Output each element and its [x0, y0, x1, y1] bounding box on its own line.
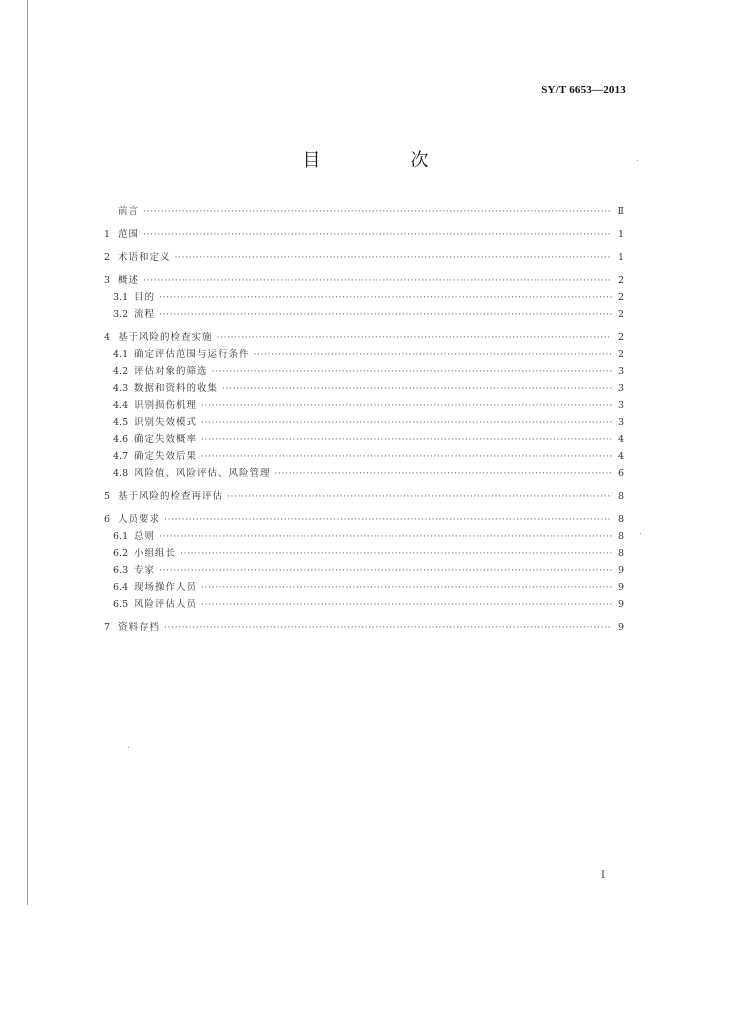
toc-entry-number: 4.4 — [113, 400, 129, 411]
toc-dot-leader — [143, 229, 612, 240]
toc-dot-leader — [159, 531, 612, 542]
toc-entry-page: 6 — [617, 468, 624, 479]
toc-entry[interactable] — [104, 346, 624, 363]
toc-dot-leader — [159, 565, 612, 576]
toc-entry-title: 概述 — [118, 275, 140, 286]
toc-entry-page: 3 — [617, 417, 624, 428]
toc-entry-number: 4.3 — [113, 383, 129, 394]
toc-entry-page: 9 — [617, 565, 624, 576]
toc-entry-page: 4 — [617, 434, 624, 445]
toc-dot-leader — [143, 275, 612, 286]
toc-entry-number: 3.2 — [113, 309, 129, 320]
scan-speck — [637, 160, 638, 161]
toc-entry[interactable] — [104, 431, 624, 448]
toc-entry-number: 4.5 — [113, 417, 129, 428]
toc-entry[interactable] — [104, 579, 624, 596]
toc-entry[interactable] — [104, 380, 624, 397]
toc-entry[interactable] — [104, 528, 624, 545]
toc-entry-page: 4 — [617, 451, 624, 462]
toc-entry-number: 6.5 — [113, 599, 129, 610]
toc-dot-leader — [201, 417, 612, 428]
toc-entry-title: 确定失效概率 — [134, 434, 198, 445]
toc-entry-number: 4.6 — [113, 434, 129, 445]
toc-entry-number: 7 — [104, 622, 111, 633]
toc-dot-leader — [217, 332, 612, 343]
toc-entry-number: 2 — [104, 252, 111, 263]
toc-entry-title: 流程 — [134, 309, 156, 320]
page-number: Ⅰ — [601, 870, 605, 881]
toc-entry-number: 5 — [104, 491, 111, 502]
toc-dot-leader — [212, 366, 612, 377]
toc-entry-page: 8 — [617, 491, 624, 502]
toc-entry-number: 3 — [104, 275, 111, 286]
toc-entry[interactable] — [104, 448, 624, 465]
standard-code: SY/T 6653—2013 — [541, 84, 626, 96]
toc-entry-title: 人员要求 — [118, 514, 161, 525]
toc-dot-leader — [201, 400, 612, 411]
toc-dot-leader — [201, 582, 612, 593]
toc-entry-page: 2 — [617, 292, 624, 303]
toc-entry[interactable] — [104, 306, 624, 323]
toc-entry-title: 术语和定义 — [118, 252, 171, 263]
toc-entry-title: 基于风险的检查实施 — [118, 332, 213, 343]
toc-entry-title: 基于风险的检查再评估 — [118, 491, 224, 502]
toc-dot-leader — [180, 548, 612, 559]
toc-entry-page: 8 — [617, 548, 624, 559]
toc-entry-page: 3 — [617, 366, 624, 377]
toc-dot-leader — [254, 349, 612, 360]
toc-entry[interactable] — [104, 329, 624, 346]
toc-entry-page: 2 — [617, 309, 624, 320]
toc-entry-title: 识别损伤机理 — [134, 400, 198, 411]
toc-entry-number: 4.7 — [113, 451, 129, 462]
toc-entry-page: 1 — [617, 252, 624, 263]
toc-entry-title: 范围 — [118, 229, 140, 240]
toc-entry[interactable] — [104, 562, 624, 579]
toc-dot-leader — [159, 309, 612, 320]
toc-dot-leader — [201, 599, 612, 610]
scan-speck — [128, 747, 129, 748]
toc-entry-title: 目的 — [134, 292, 156, 303]
toc-dot-leader — [201, 451, 612, 462]
toc-entry[interactable] — [104, 397, 624, 414]
toc-entry-title: 风险评估人员 — [134, 599, 198, 610]
toc-entry[interactable] — [104, 619, 624, 636]
toc-entry[interactable] — [104, 414, 624, 431]
toc-entry-page: 9 — [617, 582, 624, 593]
table-of-contents — [104, 203, 624, 636]
toc-entry-title: 风险值、风险评估、风险管理 — [134, 468, 271, 479]
toc-entry-page: 3 — [617, 383, 624, 394]
toc-dot-leader — [164, 622, 612, 633]
toc-entry[interactable] — [104, 203, 624, 220]
toc-entry[interactable] — [104, 596, 624, 613]
toc-dot-leader — [143, 206, 612, 217]
toc-entry-number: 4.8 — [113, 468, 129, 479]
toc-entry-title: 数据和资料的收集 — [134, 383, 219, 394]
toc-entry-page: 8 — [617, 531, 624, 542]
toc-entry[interactable] — [104, 249, 624, 266]
toc-entry-page: 2 — [617, 332, 624, 343]
toc-entry-title: 前言 — [118, 206, 140, 217]
toc-dot-leader — [164, 514, 612, 525]
toc-dot-leader — [275, 468, 612, 479]
toc-dot-leader — [222, 383, 612, 394]
toc-entry-number: 6 — [104, 514, 111, 525]
toc-entry-number: 6.3 — [113, 565, 129, 576]
toc-entry-title: 评估对象的筛选 — [134, 366, 208, 377]
toc-entry-page: Ⅱ — [617, 206, 624, 217]
toc-dot-leader — [159, 292, 612, 303]
toc-entry[interactable] — [104, 272, 624, 289]
toc-entry[interactable] — [104, 226, 624, 243]
toc-entry-page: 8 — [617, 514, 624, 525]
toc-entry[interactable] — [104, 465, 624, 482]
toc-entry-title: 专家 — [134, 565, 156, 576]
toc-entry-number: 4.2 — [113, 366, 129, 377]
toc-entry-number: 6.1 — [113, 531, 129, 542]
toc-entry[interactable] — [104, 363, 624, 380]
toc-entry-page: 1 — [617, 229, 624, 240]
toc-dot-leader — [201, 434, 612, 445]
toc-entry[interactable] — [104, 511, 624, 528]
toc-entry-title: 资料存档 — [118, 622, 161, 633]
toc-entry-number: 3.1 — [113, 292, 129, 303]
toc-dot-leader — [227, 491, 612, 502]
toc-entry-page: 2 — [617, 275, 624, 286]
toc-entry-number: 6.2 — [113, 548, 129, 559]
toc-entry-title: 现场操作人员 — [134, 582, 198, 593]
toc-entry[interactable] — [104, 289, 624, 306]
toc-entry-page: 2 — [617, 349, 624, 360]
scan-speck — [640, 533, 641, 534]
toc-dot-leader — [175, 252, 612, 263]
toc-title: 目 次 — [302, 150, 465, 171]
toc-entry-page: 9 — [617, 622, 624, 633]
toc-entry-number: 6.4 — [113, 582, 129, 593]
page-edge-line — [27, 0, 28, 905]
toc-entry-title: 小组组长 — [134, 548, 177, 559]
toc-entry-number: 4 — [104, 332, 111, 343]
toc-entry-page: 9 — [617, 599, 624, 610]
toc-entry-number: 1 — [104, 229, 111, 240]
toc-entry[interactable] — [104, 545, 624, 562]
toc-entry-title: 确定失效后果 — [134, 451, 198, 462]
toc-entry-title: 总则 — [134, 531, 156, 542]
toc-entry-title: 识别失效模式 — [134, 417, 198, 428]
toc-entry-title: 确定评估范围与运行条件 — [134, 349, 250, 360]
toc-entry-number: 4.1 — [113, 349, 129, 360]
toc-entry-page: 3 — [617, 400, 624, 411]
toc-entry[interactable] — [104, 488, 624, 505]
